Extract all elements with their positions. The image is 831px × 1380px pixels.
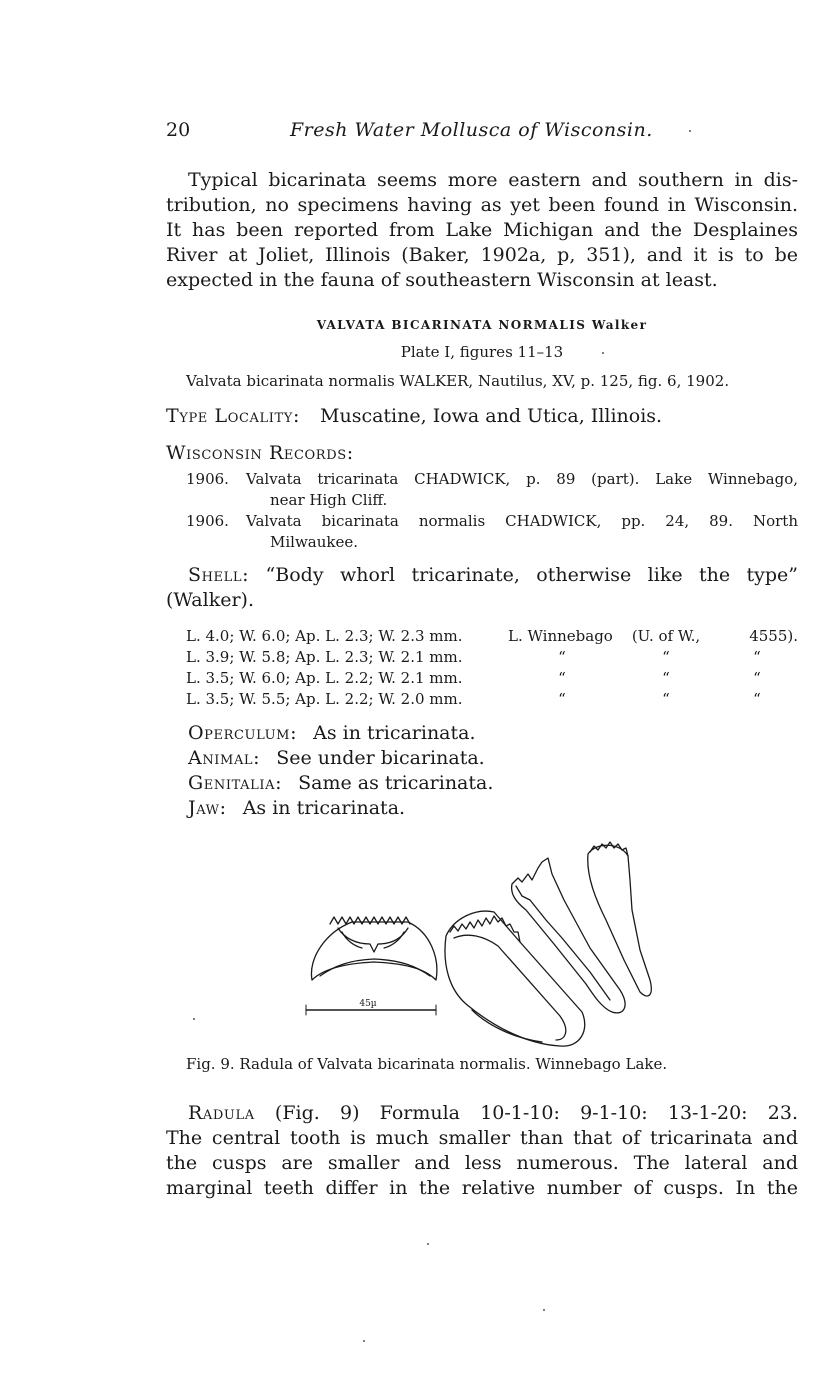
radula-label: Radula: [188, 1102, 255, 1124]
radula-figure: [290, 840, 690, 1055]
measurement-dims: L. 3.9; W. 5.8; Ap. L. 2.3; W. 2.1 mm.: [186, 647, 463, 666]
figure-caption: Fig. 9. Radula of Valvata bicarinata normalis. Winnebago Lake.: [186, 1055, 668, 1073]
paragraph-line: marginal teeth differ in the relative number of cusps. In the: [166, 1177, 798, 1199]
type-locality: [166, 405, 662, 427]
paragraph-line: It has been reported from Lake Michigan and the Desplaines: [166, 219, 798, 241]
anatomy-value: Same as tricarinata.: [298, 772, 494, 794]
measurement-col2: “: [662, 668, 670, 687]
measurements-table: [186, 625, 798, 709]
measurement-row: [186, 625, 798, 646]
wisconsin-records-label: Wisconsin Records:: [166, 442, 354, 464]
record-year: 1906.: [186, 512, 229, 530]
paragraph-line: The central tooth is much smaller than that of tricarinata and: [166, 1127, 798, 1149]
measurement-col3: “: [753, 689, 761, 708]
anatomy-line: [188, 747, 485, 769]
measurement-dims: L. 4.0; W. 6.0; Ap. L. 2.3; W. 2.3 mm.: [186, 626, 463, 645]
type-locality-label: Type Locality:: [166, 405, 300, 427]
anatomy-line: [188, 797, 405, 819]
record-text-continued: Milwaukee.: [270, 533, 359, 551]
scan-speck: [427, 1243, 429, 1245]
record-entry: [186, 511, 798, 553]
record-year: 1906.: [186, 470, 229, 488]
measurement-col3: “: [753, 668, 761, 687]
scan-speck: [193, 1018, 195, 1020]
marginal-tooth-inner: [512, 858, 625, 1013]
anatomy-line: [188, 772, 493, 794]
record-text: Valvata tricarinata CHADWICK, p. 89 (part). Lake Winnebago,: [246, 470, 798, 488]
marginal-tooth-outer: [588, 842, 652, 996]
measurement-row: [186, 646, 798, 667]
anatomy-value: As in tricarinata.: [242, 797, 406, 819]
measurement-dims: L. 3.5; W. 5.5; Ap. L. 2.2; W. 2.0 mm.: [186, 689, 463, 708]
measurement-col3: “: [753, 647, 761, 666]
measurement-place: “: [558, 689, 566, 708]
record-text-continued: near High Cliff.: [270, 491, 388, 509]
radula-formula: (Fig. 9) Formula 10-1-10: 9-1-10: 13-1-20: 23.: [274, 1102, 798, 1124]
anatomy-value: See under bicarinata.: [276, 747, 485, 769]
measurement-place: L. Winnebago: [508, 626, 613, 645]
species-citation: Valvata bicarinata normalis WALKER, Nautilus, XV, p. 125, fig. 6, 1902.: [186, 372, 730, 390]
radula-paragraph: [166, 1101, 798, 1201]
central-tooth: [311, 917, 436, 980]
species-heading: VALVATA BICARINATA NORMALIS Walker: [316, 318, 648, 332]
measurement-row: [186, 688, 798, 709]
measurement-dims: L. 3.5; W. 6.0; Ap. L. 2.2; W. 2.1 mm.: [186, 668, 463, 687]
shell-line: [166, 563, 798, 588]
anatomy-label: Genitalia:: [188, 772, 283, 794]
measurement-col3: 4555).: [749, 626, 798, 645]
measurement-col2: (U. of W.,: [631, 626, 701, 645]
scan-speck: [602, 352, 604, 354]
paragraph-line: River at Joliet, Illinois (Baker, 1902a, p, 351), and it is to be: [166, 244, 798, 266]
scan-speck: [363, 1340, 365, 1342]
paragraph-line: the cusps are smaller and less numerous. The lateral and: [166, 1152, 798, 1174]
radula-line: [166, 1101, 798, 1126]
wisconsin-records-heading: [166, 442, 354, 464]
shell-label: Shell:: [188, 564, 250, 586]
scan-speck: [689, 130, 691, 132]
anatomy-value: As in tricarinata.: [313, 722, 476, 744]
intro-paragraph: [166, 168, 798, 293]
lateral-tooth: [445, 911, 585, 1046]
measurement-place: “: [558, 668, 566, 687]
scale-bar-label: 45µ: [359, 999, 377, 1009]
running-title: Fresh Water Mollusca of Wisconsin.: [290, 119, 653, 141]
anatomy-label: Animal:: [188, 747, 261, 769]
measurement-col2: “: [662, 689, 670, 708]
paragraph-line: Typical bicarinata seems more eastern and southern in dis-: [188, 169, 798, 191]
shell-attribution: (Walker).: [166, 589, 254, 611]
measurement-col2: “: [662, 647, 670, 666]
measurement-row: [186, 667, 798, 688]
shell-description: “Body whorl tricarinate, otherwise like the type”: [265, 564, 798, 586]
anatomy-label: Jaw:: [188, 797, 227, 819]
scale-bar: [306, 999, 436, 1015]
record-text: Valvata bicarinata normalis CHADWICK, pp. 24, 89. North: [246, 512, 798, 530]
paragraph-line: tribution, no specimens having as yet been found in Wisconsin.: [166, 194, 798, 216]
measurement-place: “: [558, 647, 566, 666]
shell-paragraph: [166, 563, 798, 613]
paragraph-line: expected in the fauna of southeastern Wisconsin at least.: [166, 269, 718, 291]
type-locality-value: Muscatine, Iowa and Utica, Illinois.: [320, 405, 663, 427]
running-head: [166, 117, 798, 143]
scan-speck: [543, 1309, 545, 1311]
plate-reference: Plate I, figures 11–13: [400, 343, 564, 361]
page-number: 20: [166, 119, 191, 141]
record-entry: [186, 469, 798, 511]
anatomy-label: Operculum:: [188, 722, 298, 744]
anatomy-line: [188, 722, 476, 744]
